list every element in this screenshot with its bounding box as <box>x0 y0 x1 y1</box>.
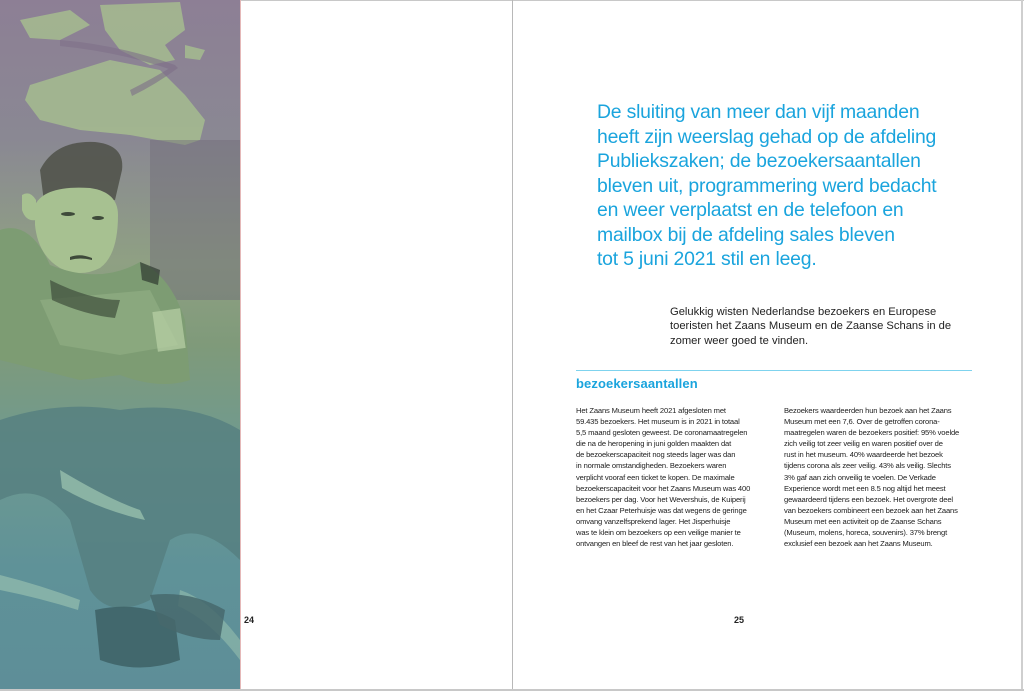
body-line: Museum met een activiteit op de Zaanse Schans <box>784 516 942 526</box>
body-line: Museum met een 7,6. Over de getroffen corona- <box>784 417 940 427</box>
photo-illustration <box>0 0 240 691</box>
pullquote-line: Publiekszaken; de bezoekersaantallen <box>597 150 921 172</box>
intro-line: toeristen het Zaans Museum en de Zaanse Schans in de <box>670 320 952 333</box>
body-line: van bezoekers combineert een bezoek aan het Zaans <box>784 505 958 515</box>
page-right-edge <box>1021 0 1023 691</box>
body-line: maatregelen waren de bezoekers positief: 95% voelde <box>784 428 960 438</box>
body-line: tijdens corona als zeer veilig. 43% als veilig. Slechts <box>784 461 951 471</box>
body-line: en het Czaar Peterhuisje was dat wegens de geringe <box>576 505 747 515</box>
intro-line: Gelukkig wisten Nederlandse bezoekers en Europese <box>670 306 937 318</box>
body-column-right <box>784 405 984 549</box>
body-line: bezoekerscapaciteit voor het Zaans Museum was 400 <box>576 483 751 493</box>
body-column-left <box>576 405 776 549</box>
body-line: omvang vanzelfsprekend lager. Het Jisperhuisje <box>576 516 731 526</box>
body-line: Experience wordt met een 8.5 nog altijd het meest <box>784 483 946 493</box>
body-line: (Museum, molens, horeca, souvenirs). 37% brengt <box>784 528 948 538</box>
body-line: gewaardeerd tijdens een bezoek. Het overgrote deel <box>784 494 953 504</box>
pullquote-line: mailbox bij de afdeling sales bleven <box>597 223 895 246</box>
page-number-left: 24 <box>244 615 255 625</box>
body-line: Bezoekers waardeerden hun bezoek aan het Zaans <box>784 406 952 415</box>
pullquote-line: en weer verplaatst en de telefoon en <box>597 199 904 221</box>
intro-paragraph <box>670 305 990 348</box>
page-gutter <box>512 0 513 691</box>
body-line: 59.435 bezoekers. Het museum is in 2021 in totaal <box>576 417 740 427</box>
body-line: ontvangen en bleef de rest van het jaar gesloten. <box>576 539 734 549</box>
body-line: bezoekers per dag. Voor het Wevershuis, de Kuiperij <box>576 494 746 504</box>
page-number-right: 25 <box>734 615 745 625</box>
body-line: verplicht vooraf een ticket te kopen. De maximale <box>576 472 735 482</box>
body-line: in normale omstandigheden. Bezoekers waren <box>576 461 727 471</box>
section-divider <box>576 370 972 371</box>
boy-photo <box>0 0 240 691</box>
pullquote-line: De sluiting van meer dan vijf maanden <box>597 101 920 123</box>
body-line: de bezoekerscapaciteit nog steeds lager was dan <box>576 450 736 460</box>
intro-line: zomer weer goed te vinden. <box>670 334 809 347</box>
section-heading: bezoekersaantallen <box>576 376 698 391</box>
body-line: Het Zaans Museum heeft 2021 afgesloten met <box>576 406 726 415</box>
body-line: 5,5 maand gesloten geweest. De coronamaatregelen <box>576 428 748 438</box>
body-line: was te klein om bezoekers op een veilige manier te <box>576 528 741 538</box>
pullquote <box>597 100 977 272</box>
body-line: rust in het museum. 40% waardeerde het bezoek <box>784 450 943 460</box>
photo-edge <box>240 0 241 691</box>
pullquote-line: tot 5 juni 2021 stil en leeg. <box>597 248 817 270</box>
body-line: zich veilig tot zeer veilig en waren positief over de <box>784 439 943 449</box>
body-line: exclusief een bezoek aan het Zaans Museum. <box>784 539 933 549</box>
pullquote-line: bleven uit, programmering werd bedacht <box>597 174 937 197</box>
body-line: die na de heropening in juni golden maakten dat <box>576 439 732 449</box>
body-line: 3% gaf aan zich onveilig te voelen. De Verkade <box>784 472 936 482</box>
pullquote-line: heeft zijn weerslag gehad op de afdeling <box>597 125 937 148</box>
